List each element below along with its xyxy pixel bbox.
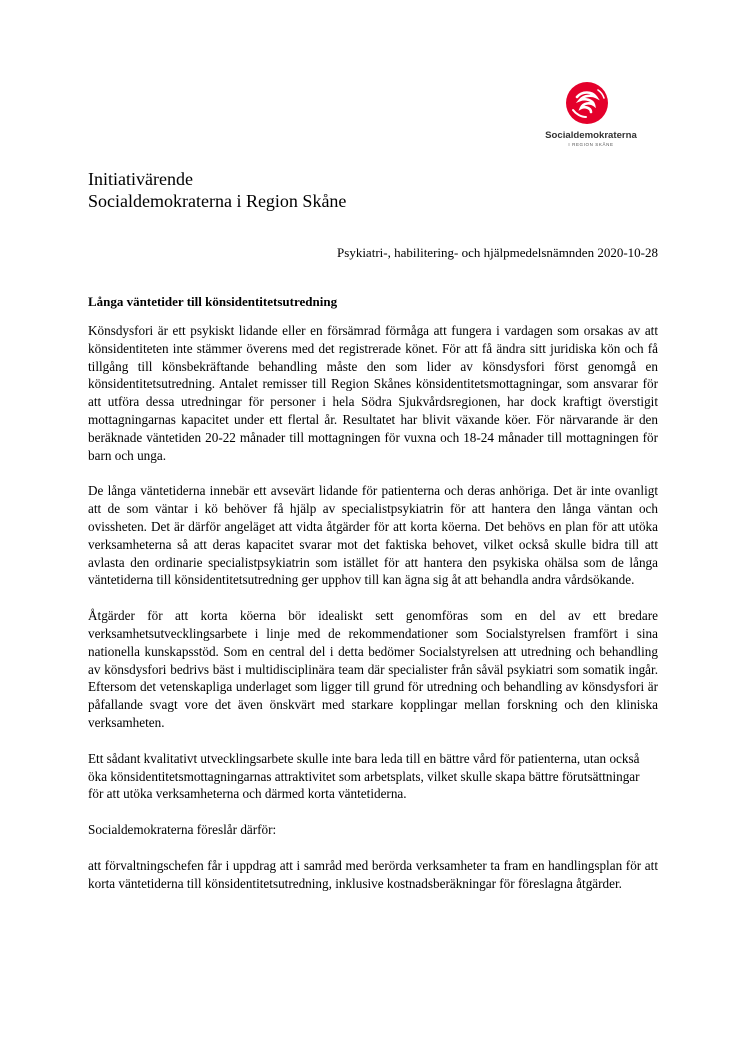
logo-subtitle: I REGION SKÅNE xyxy=(568,142,614,147)
meeting-line: Psykiatri-, habilitering- och hjälpmedelsnämnden 2020-10-28 xyxy=(337,245,658,260)
document-type: Initiativärende xyxy=(88,169,193,189)
paragraph: Ett sådant kvalitativt utvecklingsarbete skulle inte bara leda till en bättre vård för patienterna, utan också öka könsidentitetsmottagningarnas attraktivitet som arbetsplats, vilket skulle skapa bättre förutsättningar för att utöka verksamheterna och därmed korta väntetiderna. xyxy=(88,750,640,802)
logo-name: Socialdemokraterna xyxy=(545,130,637,141)
initiator-block xyxy=(88,168,346,212)
rose-logo-icon xyxy=(564,80,610,126)
paragraph: Könsdysfori är ett psykiskt lidande eller en försämrad förmåga att fungera i vardagen som orsakas av att könsidentiteten inte stämmer överens med det registrerade könet. För att få ändra sitt juridiska kön och få tillgång till könsbekräftande behandling måste den som lider av könsdysfori först genomgå en könsidentitetsutredning. Antalet remisser till Region Skånes könsidentitetsmottagningar, som ansvarar för att utföra dessa utredningar för personer i hela Södra Sjukvårdsregionen, har dock kraftigt överstigit mottagningarnas kapacitet under ett flertal år. Resultatet har blivit växande köer. För närvarande är den beräknade väntetiden 20-22 månader till mottagningen för vuxna och 18-24 månader till mottagningen för barn och unga. xyxy=(88,323,658,463)
proposal-intro: Socialdemokraterna föreslår därför: xyxy=(88,822,277,838)
party-logo xyxy=(536,80,646,150)
body-text xyxy=(88,322,658,911)
proposal: att förvaltningschefen får i uppdrag att i samråd med berörda verksamheter ta fram en handlingsplan för att korta väntetiderna till könsidentitetsutredning, inklusive kostnadsberäkningar för föreslagna åtgärder. xyxy=(88,857,658,891)
paragraph: Åtgärder för att korta köerna bör idealiskt sett genomföras som en del av ett bredare verksamhetsutvecklingsarbete i linje med de rekommendationer som Socialstyrelsen framfört i sina nationella kunskapsstöd. Som en central del i detta bedömer Socialstyrelsen att utredning och behandling av könsdysfori bedrivs bäst i multidisciplinära team där specialister från såväl psykiatri som somatik ingår. Eftersom det vetenskapliga underlaget som ligger till grund för utredning och behandling av könsdysfori är påfallande svagt vore det även önskvärt med starkare kopplingar mellan forskning och den kliniska verksamheten. xyxy=(88,608,658,730)
submitting-party: Socialdemokraterna i Region Skåne xyxy=(88,191,347,211)
document-title: Långa väntetider till könsidentitetsutredning xyxy=(88,294,338,309)
paragraph: De långa väntetiderna innebär ett avsevärt lidande för patienterna och deras anhöriga. Det är inte ovanligt att de som väntar i kö behöver få hjälp av specialistpsykiatrin för att hantera den långa väntan och ovissheten. Det är därför angeläget att vidta åtgärder för att korta köerna. Det behövs en plan för att utöka verksamheterna så att deras kapacitet svarar mot det faktiska behovet, vilket också skulle bidra till att avlasta den ordinarie specialistpsykiatrin som istället för att hantera den psykiska ohälsa som de långa väntetiderna till könsidentitetsutredning ger upphov till kan ägna sig åt att behandla andra vårdsökande. xyxy=(88,483,658,588)
